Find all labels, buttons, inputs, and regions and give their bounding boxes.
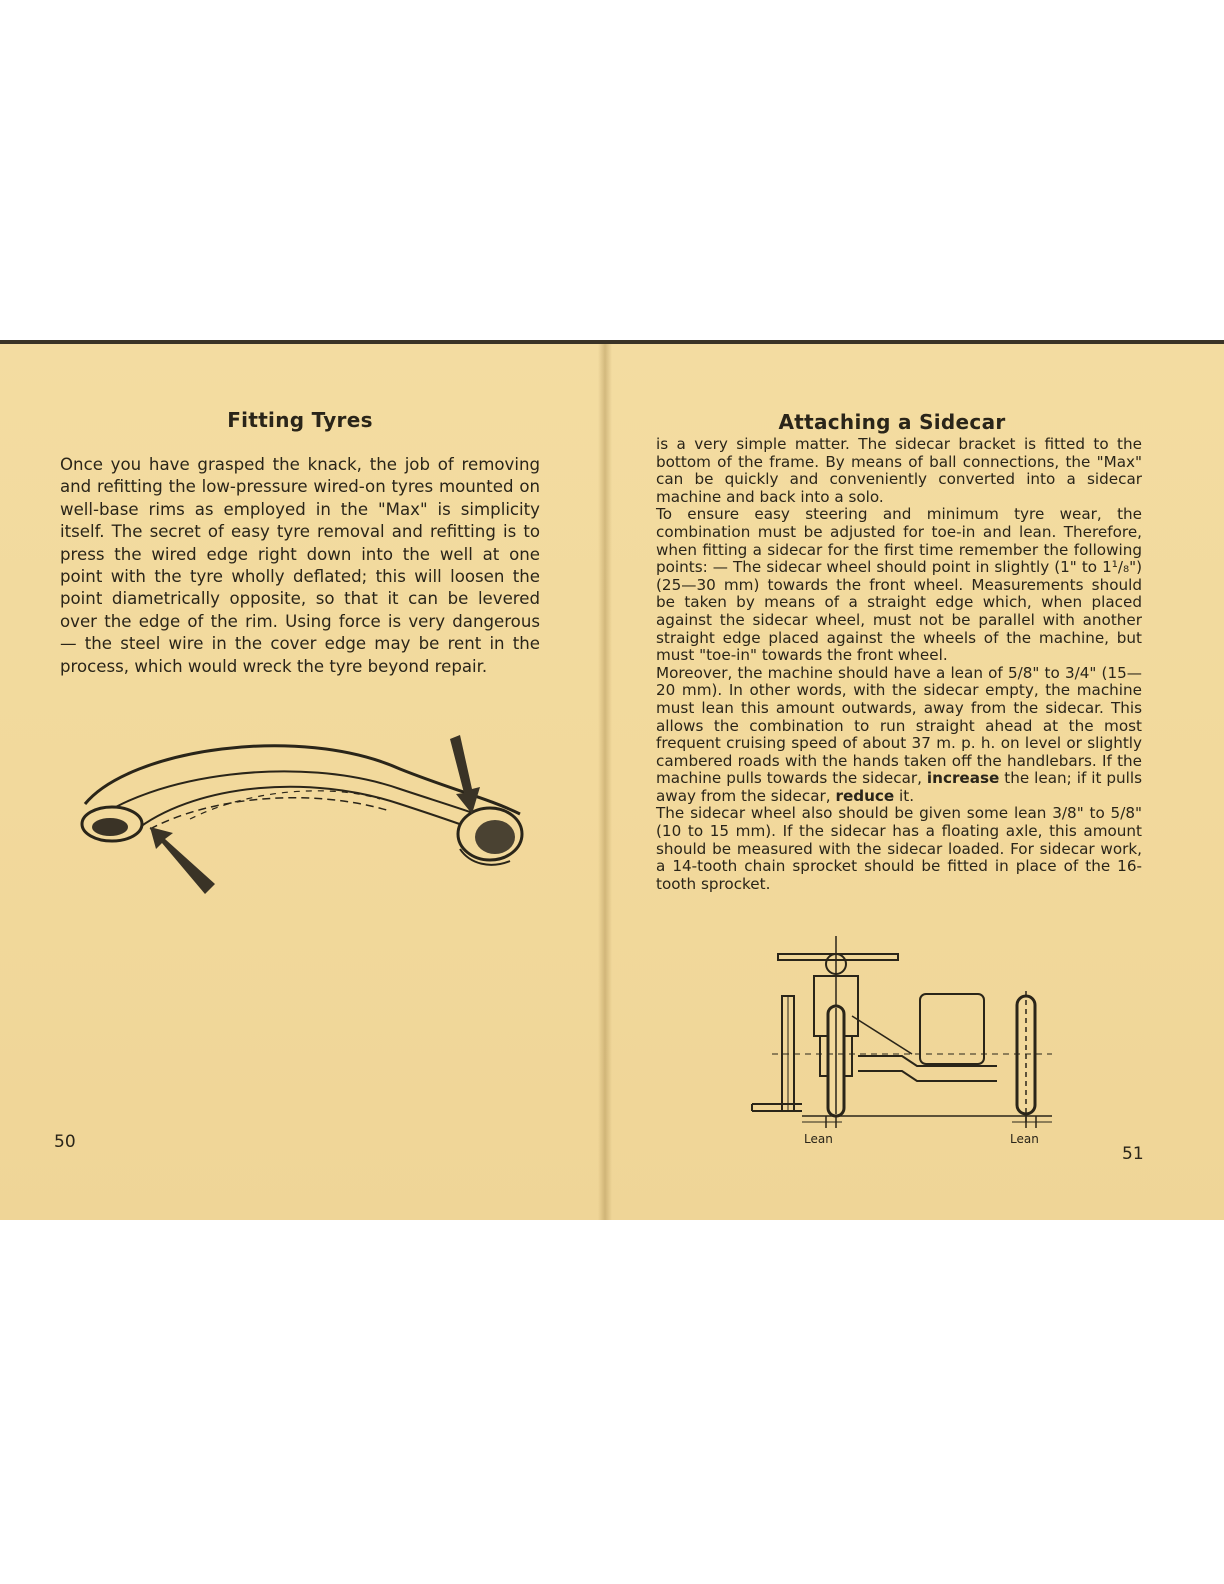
left-page-heading: Fitting Tyres (227, 408, 373, 432)
book-spread (0, 340, 1224, 1220)
p3-text-a: Moreover, the machine should have a lean of 5/8" to 3/4" (15—20 mm). In other words, with the sidecar empty, the machine must lean this amount outwards, away from the sidecar. This allows the combination to run straight ahead at the most frequent cruising speed of about 37 m. p. h. on level or slightly cambered roads with the hands taken off the handlebars. If the machine pulls towards the sidecar, (656, 663, 1142, 788)
reduce-emphasis: reduce (835, 786, 895, 805)
lean-label-right: Lean (1010, 1132, 1039, 1146)
left-page-body (60, 454, 540, 678)
page-number-left: 50 (54, 1132, 76, 1152)
sidecar-diagram (742, 936, 1072, 1151)
arrow-left-icon (150, 827, 215, 894)
left-page (0, 344, 600, 1220)
lean-label-left: Lean (804, 1132, 833, 1146)
right-page-body (656, 436, 1142, 893)
p3-text-b: the lean; if it pulls away from the sidecar, (656, 769, 1142, 805)
page-number-right: 51 (1122, 1144, 1144, 1164)
sidecar-paragraph-1: is a very simple matter. The sidecar bracket is fitted to the bottom of the frame. By means of ball connections, the "Max" can be quickly and conveniently converted into a sidecar machine and back into a solo. (656, 435, 1142, 506)
p3-text-c: it. (894, 786, 915, 805)
book-gutter (598, 344, 612, 1220)
sidecar-paragraph-2: To ensure easy steering and minimum tyre wear, the combination must be adjusted for toe-in and lean. Therefore, when fitting a sidecar for the first time remember the following points: — The sidecar wheel should point in slightly (1" to 1¹/₈") (25—30 mm) towards the front wheel. Measurements should be taken by means of a straight edge which, when placed against the sidecar wheel, must not be parallel with another straight edge placed against the wheels of the machine, but must "toe-in" towards the front wheel. (656, 505, 1142, 665)
right-page-heading: Attaching a Sidecar (778, 410, 1006, 434)
tyre-paragraph: Once you have grasped the knack, the job of removing and refitting the low-pressure wired-on tyres mounted on well-base rims as employed in the "Max" is simplicity itself. The secret of easy tyre removal and refitting is to press the wired edge right down into the well at one point with the tyre wholly deflated; this will loosen the point diametrically opposite, so that it can be levered over the edge of the rim. Using force is very dangerous — the steel wire in the cover edge may be rent in the process, which would wreck the tyre beyond repair. (60, 455, 540, 676)
sidecar-paragraph-3 (656, 665, 1142, 806)
right-page (612, 344, 1224, 1220)
arrow-right-icon (450, 735, 480, 814)
tyre-illustration (70, 729, 540, 894)
increase-emphasis: increase (926, 769, 1000, 788)
sidecar-paragraph-4: The sidecar wheel also should be given some lean 3/8" to 5/8" (10 to 15 mm). If the sidecar has a floating axle, this amount should be measured with the sidecar loaded. For sidecar work, a 14-tooth chain sprocket should be fitted in place of the 16-tooth sprocket. (656, 804, 1142, 893)
